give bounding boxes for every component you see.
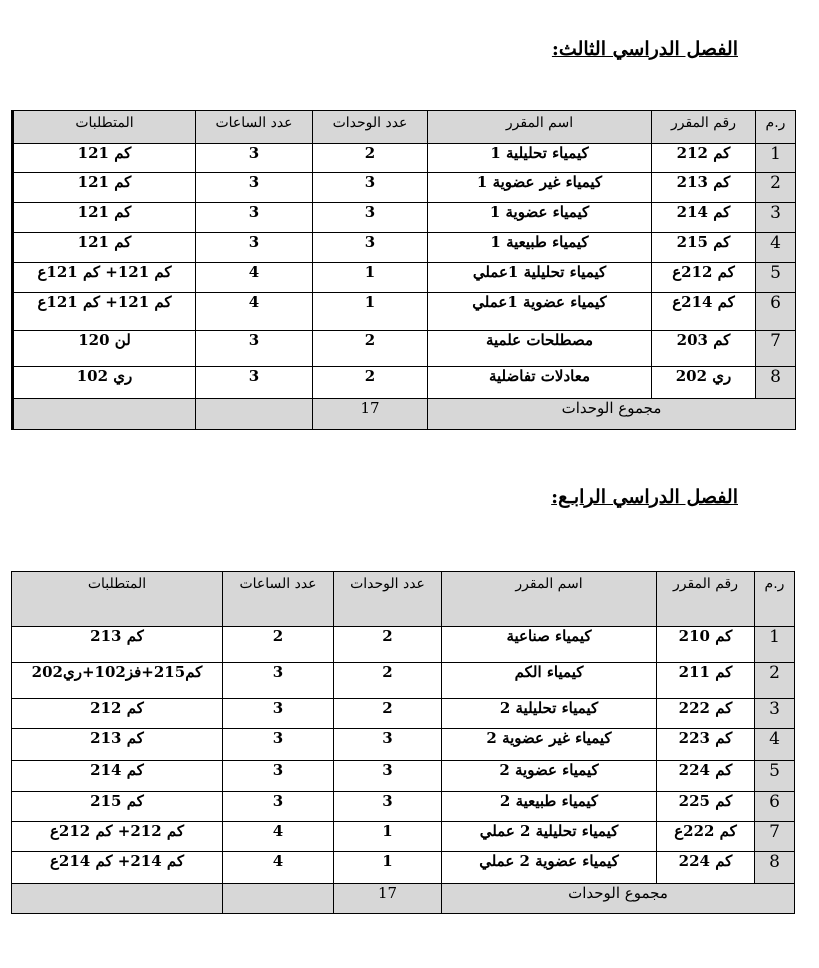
cell-hours: 3	[196, 144, 313, 173]
cell-course-code: كم 214ع	[652, 293, 756, 331]
cell-prerequisites: كم 121+ كم 121ع	[13, 263, 196, 293]
cell-units: 2	[313, 144, 428, 173]
cell-prerequisites: كم215+فز102+ري202	[12, 663, 223, 699]
cell-units: 3	[313, 203, 428, 233]
table-row	[13, 233, 796, 263]
table-header-row	[13, 111, 796, 144]
cell-units: 3	[313, 173, 428, 203]
cell-course-name: مصطلحات علمية	[428, 331, 652, 367]
cell-units: 2	[313, 367, 428, 399]
cell-course-code: كم 224	[657, 852, 755, 884]
cell-course-code: كم 224	[657, 761, 755, 792]
cell-course-name: كيمياء عضوية 1عملي	[428, 293, 652, 331]
cell-course-name: كيمياء غير عضوية 2	[442, 729, 657, 761]
cell-units: 3	[334, 729, 442, 761]
cell-course-name: كيمياء صناعية	[442, 627, 657, 663]
table-row	[12, 627, 795, 663]
cell-units: 2	[334, 627, 442, 663]
cell-course-code: كم 223	[657, 729, 755, 761]
header-units: عدد الوحدات	[313, 111, 428, 144]
header-course-name: اسم المقرر	[442, 572, 657, 627]
cell-course-name: كيمياء طبيعية 2	[442, 792, 657, 822]
total-empty-cell	[12, 884, 223, 914]
cell-seq: 2	[755, 663, 795, 699]
cell-seq: 5	[755, 761, 795, 792]
header-hours: عدد الساعات	[196, 111, 313, 144]
total-row	[12, 884, 795, 914]
header-course-name: اسم المقرر	[428, 111, 652, 144]
cell-seq: 7	[756, 331, 796, 367]
cell-prerequisites: كم 212	[12, 699, 223, 729]
semester3-title: الفصل الدراسي الثالث:	[551, 38, 738, 60]
cell-prerequisites: كم 121	[13, 203, 196, 233]
cell-prerequisites: كم 212+ كم 212ع	[12, 822, 223, 852]
cell-prerequisites: كم 214	[12, 761, 223, 792]
cell-hours: 4	[223, 822, 334, 852]
cell-prerequisites: كم 121	[13, 233, 196, 263]
cell-seq: 3	[755, 699, 795, 729]
cell-course-code: كم 225	[657, 792, 755, 822]
cell-prerequisites: كم 215	[12, 792, 223, 822]
cell-seq: 2	[756, 173, 796, 203]
cell-course-code: كم 222ع	[657, 822, 755, 852]
semester3-table	[11, 110, 796, 430]
total-units-label: مجموع الوحدات	[428, 399, 796, 430]
total-empty-cell	[223, 884, 334, 914]
cell-course-name: كيمياء طبيعية 1	[428, 233, 652, 263]
cell-seq: 4	[755, 729, 795, 761]
total-empty-cell	[13, 399, 196, 430]
table-row	[12, 822, 795, 852]
table-row	[13, 293, 796, 331]
cell-hours: 3	[196, 173, 313, 203]
cell-course-code: كم 211	[657, 663, 755, 699]
cell-hours: 3	[196, 331, 313, 367]
table-row	[12, 852, 795, 884]
cell-units: 3	[313, 233, 428, 263]
cell-hours: 3	[223, 761, 334, 792]
cell-seq: 8	[756, 367, 796, 399]
cell-prerequisites: لن 120	[13, 331, 196, 367]
cell-seq: 6	[756, 293, 796, 331]
semester4-title: الفصل الدراسي الرابـع:	[551, 486, 738, 508]
cell-course-name: كيمياء الكم	[442, 663, 657, 699]
cell-hours: 3	[196, 233, 313, 263]
cell-hours: 3	[223, 792, 334, 822]
cell-course-code: كم 203	[652, 331, 756, 367]
cell-prerequisites: كم 121+ كم 121ع	[13, 293, 196, 331]
table-row	[13, 367, 796, 399]
cell-prerequisites: كم 214+ كم 214ع	[12, 852, 223, 884]
table-header-row	[12, 572, 795, 627]
table-row	[13, 331, 796, 367]
table-row	[12, 699, 795, 729]
cell-course-name: كيمياء تحليلية 1	[428, 144, 652, 173]
cell-course-name: معادلات تفاضلية	[428, 367, 652, 399]
cell-course-code: كم 212ع	[652, 263, 756, 293]
table-row	[13, 263, 796, 293]
cell-hours: 3	[223, 663, 334, 699]
cell-course-code: كم 214	[652, 203, 756, 233]
cell-seq: 1	[755, 627, 795, 663]
cell-hours: 3	[196, 367, 313, 399]
cell-prerequisites: كم 121	[13, 173, 196, 203]
total-row	[13, 399, 796, 430]
header-course-code: رقم المقرر	[657, 572, 755, 627]
header-hours: عدد الساعات	[223, 572, 334, 627]
cell-course-name: كيمياء عضوية 1	[428, 203, 652, 233]
semester4-table	[11, 571, 795, 914]
cell-units: 2	[334, 699, 442, 729]
cell-course-code: كم 212	[652, 144, 756, 173]
table-row	[12, 792, 795, 822]
cell-seq: 1	[756, 144, 796, 173]
cell-course-code: ري 202	[652, 367, 756, 399]
cell-prerequisites: كم 213	[12, 729, 223, 761]
cell-units: 1	[313, 263, 428, 293]
cell-seq: 6	[755, 792, 795, 822]
cell-hours: 4	[196, 263, 313, 293]
table-row	[13, 144, 796, 173]
cell-course-code: كم 215	[652, 233, 756, 263]
table-row	[12, 729, 795, 761]
cell-course-name: كيمياء غير عضوية 1	[428, 173, 652, 203]
cell-hours: 4	[223, 852, 334, 884]
cell-course-name: كيمياء عضوية 2 عملي	[442, 852, 657, 884]
total-units-label: مجموع الوحدات	[442, 884, 795, 914]
header-course-code: رقم المقرر	[652, 111, 756, 144]
total-units-value: 17	[313, 399, 428, 430]
cell-hours: 3	[196, 203, 313, 233]
total-units-value: 17	[334, 884, 442, 914]
cell-course-name: كيمياء تحليلية 2 عملي	[442, 822, 657, 852]
cell-prerequisites: كم 121	[13, 144, 196, 173]
table-row	[12, 761, 795, 792]
cell-units: 2	[334, 663, 442, 699]
cell-units: 3	[334, 761, 442, 792]
cell-units: 2	[313, 331, 428, 367]
cell-seq: 8	[755, 852, 795, 884]
cell-course-code: كم 213	[652, 173, 756, 203]
cell-course-name: كيمياء عضوية 2	[442, 761, 657, 792]
cell-hours: 3	[223, 699, 334, 729]
header-prerequisites: المتطلبات	[13, 111, 196, 144]
table-row	[13, 203, 796, 233]
cell-hours: 2	[223, 627, 334, 663]
cell-course-name: كيمياء تحليلية 1عملي	[428, 263, 652, 293]
cell-units: 3	[334, 792, 442, 822]
cell-prerequisites: ري 102	[13, 367, 196, 399]
cell-course-name: كيمياء تحليلية 2	[442, 699, 657, 729]
cell-seq: 4	[756, 233, 796, 263]
cell-units: 1	[334, 822, 442, 852]
table-row	[13, 173, 796, 203]
header-prerequisites: المتطلبات	[12, 572, 223, 627]
cell-seq: 3	[756, 203, 796, 233]
cell-seq: 5	[756, 263, 796, 293]
total-empty-cell	[196, 399, 313, 430]
header-units: عدد الوحدات	[334, 572, 442, 627]
cell-seq: 7	[755, 822, 795, 852]
table-row	[12, 663, 795, 699]
cell-hours: 3	[223, 729, 334, 761]
cell-course-code: كم 222	[657, 699, 755, 729]
cell-hours: 4	[196, 293, 313, 331]
cell-course-code: كم 210	[657, 627, 755, 663]
cell-units: 1	[313, 293, 428, 331]
header-seq: ر.م	[755, 572, 795, 627]
cell-prerequisites: كم 213	[12, 627, 223, 663]
header-seq: ر.م	[756, 111, 796, 144]
cell-units: 1	[334, 852, 442, 884]
